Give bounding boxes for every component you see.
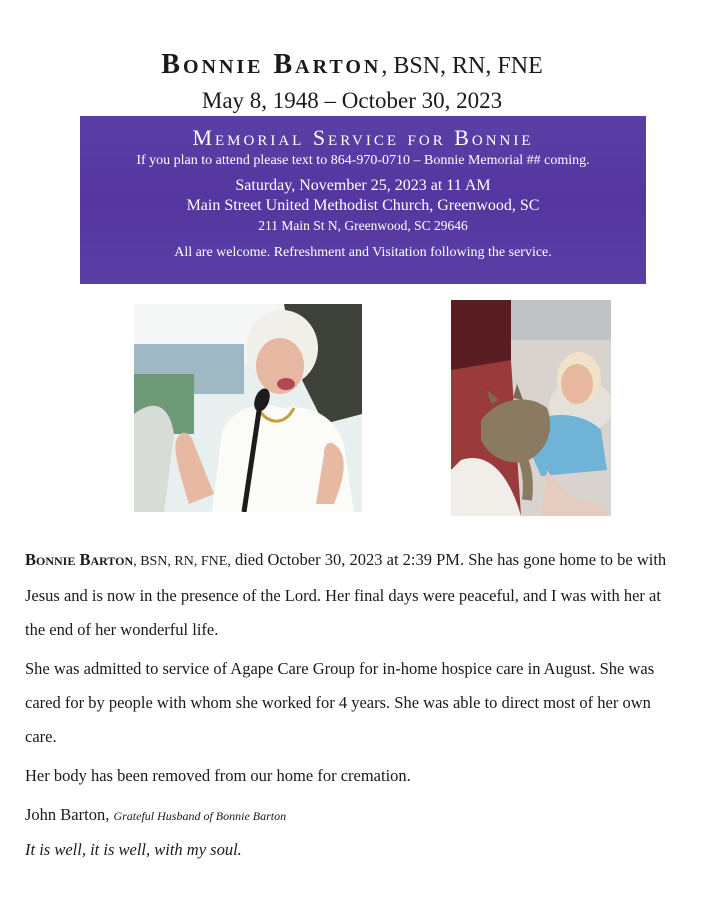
- photo-singing: [134, 304, 362, 512]
- life-dates: May 8, 1948 – October 30, 2023: [201, 88, 503, 113]
- church-address: 211 Main St N, Greenwood, SC 29646: [258, 218, 468, 233]
- signature: [25, 802, 286, 829]
- photo-with-cat-image: [451, 300, 611, 516]
- obituary-paragraph-1-text: died October 30, 2023 at 2:39 PM. She has gone home to be with Jesus and is now in the presence of the Lord. Her final days were peaceful, and I was with her at the end of her wonderful life.: [25, 550, 667, 639]
- rsvp-line: If you plan to attend please text to 864-970-0710 – Bonnie Memorial ## coming.: [136, 153, 590, 168]
- banner-title: Memorial Service for Bonnie: [192, 125, 534, 150]
- obituary-lead-credentials: , BSN, RN, FNE,: [133, 554, 231, 569]
- welcome-line: All are welcome. Refreshment and Visitation following the service.: [174, 245, 552, 260]
- page-title: [0, 50, 704, 81]
- obituary-paragraph-2: She was admitted to service of Agape Care Group for in-home hospice care in August. She was cared for by people with whom she worked for 4 years. She was able to direct most of her own care.: [25, 659, 655, 746]
- obituary-lead-name: Bonnie Barton: [25, 550, 134, 569]
- signature-name: John Barton,: [25, 805, 110, 824]
- closing-line: It is well, it is well, with my soul.: [25, 840, 242, 859]
- photo-with-cat: [451, 300, 611, 516]
- obituary-paragraph-1: [25, 543, 675, 647]
- obituary-paragraph-3: Her body has been removed from our home for cremation.: [25, 766, 411, 785]
- church-name: Main Street United Methodist Church, Greenwood, SC: [186, 197, 540, 214]
- credentials: , BSN, RN, FNE: [381, 53, 543, 79]
- deceased-name: Bonnie Barton: [161, 49, 382, 80]
- memorial-banner: [80, 116, 646, 284]
- service-date: Saturday, November 25, 2023 at 11 AM: [235, 177, 491, 194]
- photo-singing-image: [134, 304, 362, 512]
- signature-role: Grateful Husband of Bonnie Barton: [113, 809, 287, 823]
